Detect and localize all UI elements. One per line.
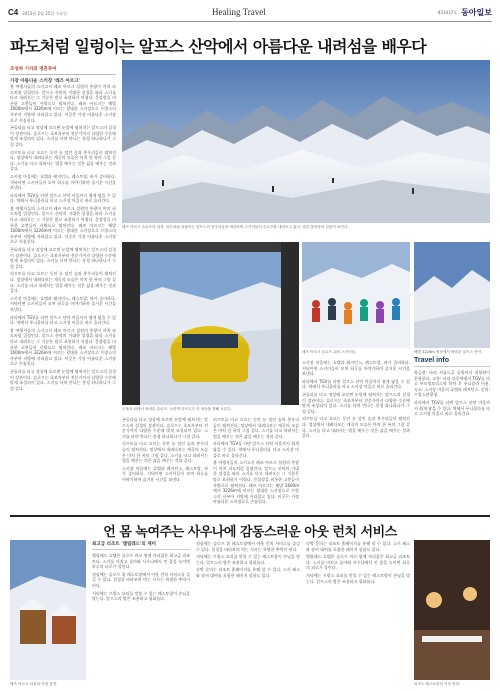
restaurant-photo	[414, 540, 490, 680]
paragraph: 봄 여행자들의 스키고지 레즈 아르크 설원의 풍광이 마치 파도처럼 일렁인다. 알프스 산악의 거대한 설경을 따라 스키를 타고 내려오는 그 기분은 말로 표현하기 어렵다. 몽블랑을 비롯한 고봉들이 사방으로 펼쳐진다. 레즈 아르크는 해발 1600m에서 3226m에 이르는 광대한 스키장으로 프랑스의 사부아 지방에 자리잡고 있다. 이곳은 가장 아름다운 스키장으로 손꼽힌다.	[10, 205, 116, 245]
travel-info-title: Travel info	[414, 357, 490, 367]
gondola-photo	[122, 242, 299, 405]
paragraph: 파리에서 TGV를 타면 알프스 산악 마을까지 쉽게 닿을 수 있다. 역에서 푸니쿨라를 타고 스키장 마을로 바로 올라간다.	[414, 399, 490, 417]
photo-caption: 해발 3226m 정상에서 바라본 알프스 산악.	[414, 350, 483, 354]
issue-number: 제23437호	[436, 9, 458, 15]
skiers-crowd-photo	[302, 242, 410, 348]
paragraph: 봄 여행자들의 스키고지 레즈 아르크 설원의 풍광이 마치 파도처럼 일렁인다. 알프스 산악의 거대한 설경을 따라 스키를 타고 내려오는 그 기분은 말로 표현하기 어렵다. 몽블랑을 비롯한 고봉들이 사방으로 펼쳐진다. 레즈 아르크는 해발 1600m에서 3226m에 이르는 광대한 스키장으로 프랑스의 사부아 지방에 자리잡고 있다. 이곳은 가장 아름다운 스키장으로 손꼽힌다.	[10, 327, 116, 367]
second-headline: 언 몸 녹여주는 사우나에 감동스러운 아웃 런치 서비스	[10, 515, 490, 540]
section-title: Healing Travel	[212, 7, 266, 17]
paragraph: 봄 여행자들의 스키고지 레즈 아르크 설원의 풍광이 마치 파도처럼 일렁인다. 알프스 산악의 거대한 설경을 따라 스키를 타고 내려오는 그 기분은 말로 표현하기 어렵다. 몽블랑을 비롯한 고봉들이 사방으로 펼쳐진다. 레즈 아르크는 해발 1600m에서 3226m에 이르는 광대한 스키장으로 프랑스의 사부아 지방에 자리잡고 있다. 이곳은 가장 아름다운 스키장으로 손꼽힌다.	[213, 460, 299, 505]
body-column-5	[92, 553, 190, 686]
photo-caption: 리조트 레스토랑의 저녁 만찬.	[414, 682, 461, 686]
paragraph: 파리에서 TGV를 타면 알프스 산악 마을까지 쉽게 닿을 수 있다. 역에서 푸니쿨라를 타고 스키장 마을로 바로 올라간다.	[213, 441, 299, 458]
paragraph: 엘립레드 호텔은 슬로프 바로 옆에 자리잡은 최고급 리조트다. 스키를 마치고 돌아와 사우나에서 언 몸을 녹이면 하루의 피로가 풀린다.	[306, 554, 410, 571]
body-column-7	[306, 541, 410, 686]
paragraph: 스키장 마을에는 호텔과 레지던스, 레스토랑, 바가 즐비하다. 저녁이면 스키어들이 모여 하루를 이야기하며 즐거운 시간을 보낸다.	[10, 173, 116, 191]
paragraph: 리프트를 타고 오르는 동안 눈 덮인 숲과 봉우리들이 펼쳐진다. 정상에서 내려다보는 계곡의 모습은 마치 한 폭의 그림 같다. 스키를 타고 내려서는 법을 배우는 것은 삶을 배우는 것과 같다.	[122, 441, 208, 464]
body-column-6	[196, 541, 300, 686]
paragraph: 스키장 마을에는 호텔과 레지던스, 레스토랑, 바가 즐비하다. 저녁이면 스키어들이 모여 하루를 이야기하며 즐거운 시간을 보낸다.	[10, 295, 116, 312]
paragraph: 곤돌라를 타고 정상에 오르면 눈앞에 펼쳐지는 알프스의 설경이 장관이다. 슬로프는 초보자부터 전문가까지 다양한 수준에 맞게 조성되어 있다. 스키를 타며 만나는 풍경 하나하나가 그림 같다.	[10, 247, 116, 269]
paragraph: 리프트를 타고 오르는 동안 눈 덮인 숲과 봉우리들이 펼쳐진다. 정상에서 내려다보는 계곡의 모습은 마치 한 폭의 그림 같다. 스키를 타고 내려서는 법을 배우는 것은 삶을 배우는 것과 같다.	[10, 271, 116, 294]
photo-caption: 곤돌라 위에서 바라본 슬로프. 노란색 리프트가 산 정상을 향해 오른다.	[122, 407, 232, 411]
paragraph: 숙박 문의는 리조트 홈페이지를 통해 할 수 있다. 스키 패스와 장비 대여를 포함한 패키지 상품도 있다.	[306, 541, 410, 552]
body-column-3	[213, 417, 299, 509]
village-photo	[10, 540, 86, 680]
page-code: C4	[8, 8, 19, 17]
paragraph: 리프트를 타고 오르는 동안 눈 덮인 숲과 봉우리들이 펼쳐진다. 정상에서 내려다보는 계곡의 모습은 마치 한 폭의 그림 같다. 스키를 타고 내려서는 법을 배우는 것은 삶을 배우는 것과 같다.	[213, 417, 299, 439]
main-headline: 파도처럼 일렁이는 알프스 산악에서 아름다운 내려섬을 배우다	[10, 37, 427, 56]
newspaper-logo: 동아일보	[461, 7, 492, 17]
travel-info-box	[414, 357, 490, 508]
page-header	[8, 4, 492, 22]
paragraph: 봄 여행자들의 스키고지 레즈 아르크 설원의 풍광이 마치 파도처럼 일렁인다. 알프스 산악의 거대한 설경을 따라 스키를 타고 내려오는 그 기분은 말로 표현하기 어렵다. 몽블랑을 비롯한 고봉들이 사방으로 펼쳐진다. 레즈 아르크는 해발 1600m에서 3226m에 이르는 광대한 스키장으로 프랑스의 사부아 지방에 자리잡고 있다. 이곳은 가장 아름다운 스키장으로 손꼽힌다.	[10, 84, 116, 123]
paragraph: 저녁에는 프랑스 요리를 맛볼 수 있는 레스토랑이 손님을 맞는다. 알프스의 밤은 조용하고 평화롭다.	[196, 554, 300, 565]
body-column-2	[122, 417, 208, 509]
paragraph: 점심에는 슬로프 위 레스토랑에서 아웃 런치 서비스를 즐길 수 있다. 설경을 바라보며 먹는 식사는 특별한 추억이 된다.	[92, 571, 190, 588]
paragraph: 곤돌라를 타고 정상에 오르면 눈앞에 펼쳐지는 알프스의 설경이 장관이다. 슬로프는 초보자부터 전문가까지 다양한 수준에 맞게 조성되어 있다. 스키를 타며 만나는 풍경 하나하나가 그림 같다.	[10, 125, 116, 147]
paragraph: 곤돌라를 타고 정상에 오르면 눈앞에 펼쳐지는 알프스의 설경이 장관이다. 슬로프는 초보자부터 전문가까지 다양한 수준에 맞게 조성되어 있다. 스키를 타며 만나는 풍경 하나하나가 그림 같다.	[10, 368, 116, 391]
page-date: 2015년 2월 25일 수요일	[22, 11, 68, 16]
paragraph: 곤돌라를 타고 정상에 오르면 눈앞에 펼쳐지는 알프스의 설경이 장관이다. 슬로프는 초보자부터 전문가까지 다양한 수준에 맞게 조성되어 있다. 스키를 타며 만나는 풍경 하나하나가 그림 같다.	[122, 417, 208, 439]
paragraph: 점심에는 슬로프 위 레스토랑에서 아웃 런치 서비스를 즐길 수 있다. 설경을 바라보며 먹는 식사는 특별한 추억이 된다.	[196, 541, 300, 552]
paragraph: 리프트를 타고 오르는 동안 눈 덮인 숲과 봉우리들이 펼쳐진다. 정상에서 내려다보는 계곡의 모습은 마치 한 폭의 그림 같다. 스키를 타고 내려서는 법을 배우는 것은 삶을 배우는 것과 같다.	[302, 416, 410, 439]
travel-info-body	[414, 370, 490, 508]
photo-caption: 레즈 아르크 마을의 아침 풍경.	[10, 682, 58, 686]
paragraph: 파리에서 TGV를 타면 알프스 산악 마을까지 쉽게 닿을 수 있다. 역에서 푸니쿨라를 타고 스키장 마을로 바로 올라간다.	[10, 314, 116, 326]
article-subhead: 가장 아름다운 스키장 '레즈 아르크'	[10, 74, 116, 84]
paragraph: 곤돌라를 타고 정상에 오르면 눈앞에 펼쳐지는 알프스의 설경이 장관이다. 슬로프는 초보자부터 전문가까지 다양한 수준에 맞게 조성되어 있다. 스키를 타며 만나는 풍경 하나하나가 그림 같다.	[302, 391, 410, 414]
paragraph: 스키장 마을에는 호텔과 레지던스, 레스토랑, 바가 즐비하다. 저녁이면 스키어들이 모여 하루를 이야기하며 즐거운 시간을 보낸다.	[302, 360, 410, 377]
paragraph: 리프트를 타고 오르는 동안 눈 덮인 숲과 봉우리들이 펼쳐진다. 정상에서 내려다보는 계곡의 모습은 마치 한 폭의 그림 같다. 스키를 타고 내려서는 법을 배우는 것은 삶을 배우는 것과 같다.	[10, 149, 116, 172]
paragraph: 저녁에는 프랑스 요리를 맛볼 수 있는 레스토랑이 손님을 맞는다. 알프스의 밤은 조용하고 평화롭다.	[92, 590, 190, 602]
reporter-name: 조성하 기자의 영혼투어	[10, 67, 57, 72]
body-column-1	[10, 84, 116, 508]
byline	[10, 66, 116, 84]
paragraph: 파리에서 TGV를 타면 알프스 산악 마을까지 쉽게 닿을 수 있다. 역에서 푸니쿨라를 타고 스키장 마을로 바로 올라간다.	[302, 378, 410, 390]
body-column-4	[302, 360, 410, 509]
paragraph: 항공편: 파리 샤를드골 공항까지 직항편이 운항한다. 교통: 파리 리옹역에서 TGV를 타고 부르생모리스역 하차 후 푸니쿨라 이용. 숙소: 스키장 마을의 호텔과 레지던스. 문의: 프랑스관광청.	[414, 370, 490, 398]
second-subhead: 최고급 리조트 '엘립레드'의 재미	[92, 541, 190, 550]
summit-view-photo	[414, 242, 490, 348]
masthead	[437, 7, 492, 18]
paragraph: 저녁에는 프랑스 요리를 맛볼 수 있는 레스토랑이 손님을 맞는다. 알프스의 밤은 조용하고 평화롭다.	[306, 572, 410, 584]
paragraph: 파리에서 TGV를 타면 알프스 산악 마을까지 쉽게 닿을 수 있다. 역에서 푸니쿨라를 타고 스키장 마을로 바로 올라간다.	[10, 192, 116, 204]
photo-caption: 레즈 아르크 슬로프 위의 스키어들.	[302, 350, 357, 354]
paragraph: 엘립레드 호텔은 슬로프 바로 옆에 자리잡은 최고급 리조트다. 스키를 마치고 돌아와 사우나에서 언 몸을 녹이면 하루의 피로가 풀린다.	[92, 553, 190, 570]
alpine-panorama-photo	[122, 60, 490, 223]
paragraph: 스키장 마을에는 호텔과 레지던스, 레스토랑, 바가 즐비하다. 저녁이면 스키어들이 모여 하루를 이야기하며 즐거운 시간을 보낸다.	[122, 465, 208, 482]
paragraph: 숙박 문의는 리조트 홈페이지를 통해 할 수 있다. 스키 패스와 장비 대여를 포함한 패키지 상품도 있다.	[196, 567, 300, 578]
photo-caption: 레즈 아르크 슬로프의 설경. 파도처럼 일렁이는 알프스의 봉우리들을 바라보며 스키어들이 슬로프를 내려오고 있다. 멀리 몽블랑의 설봉이 보인다.	[122, 225, 349, 229]
